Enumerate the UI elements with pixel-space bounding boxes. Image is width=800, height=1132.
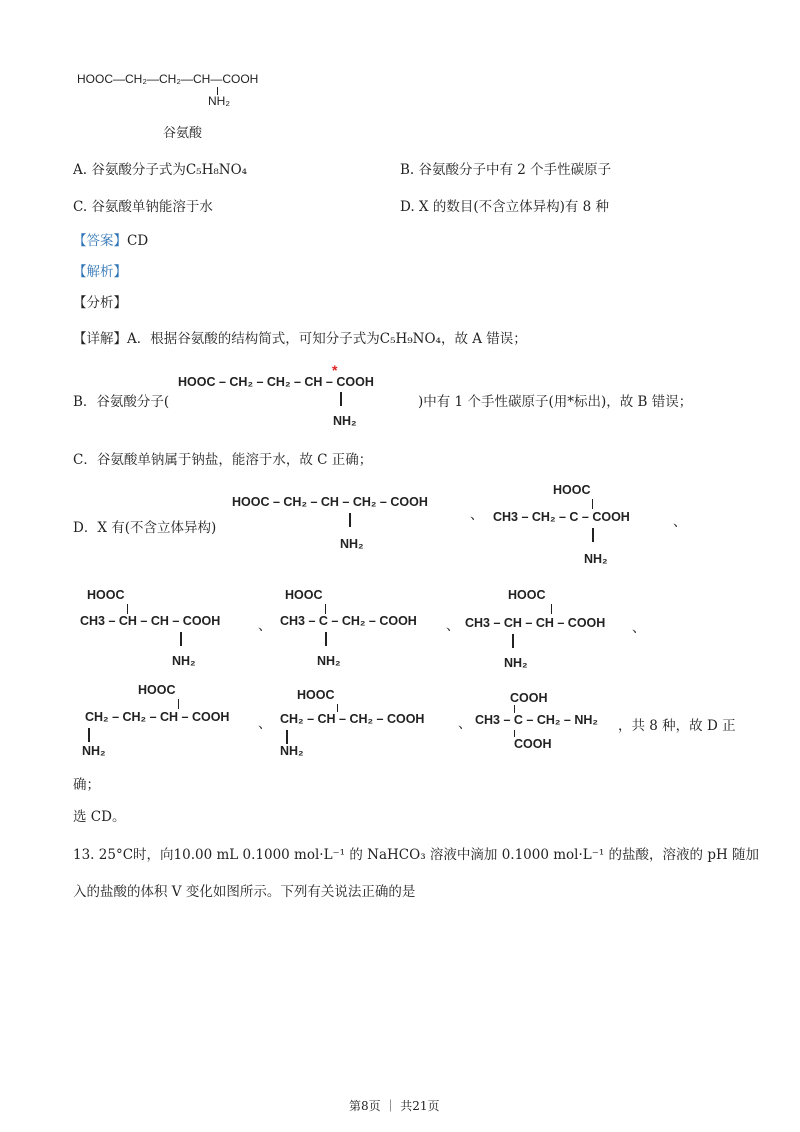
detail-b-structure: HOOC – CH₂ – CH₂ – CH – COOH: [178, 375, 374, 389]
bond-line: [592, 528, 594, 542]
option-d: D. X 的数目(不含立体异构)有 8 种: [400, 199, 610, 215]
jiexi-tag: 【解析】: [73, 264, 127, 280]
isomer-3: CH3 – CH – CH – COOH: [80, 614, 221, 628]
fenxi-tag: 【分析】: [73, 295, 127, 311]
isomer-8-top: COOH: [510, 691, 548, 705]
isomer-4-top: HOOC: [285, 588, 323, 602]
isomer-2-top: HOOC: [553, 483, 591, 497]
isomer-2: CH3 – CH₂ – C – COOH: [493, 510, 630, 524]
separator: 、: [446, 618, 460, 634]
glutamic-acid-formula: HOOC—CH₂—CH₂—CH—COOH: [77, 72, 259, 86]
detail-c: C．谷氨酸单钠属于钠盐，能溶于水，故 C 正确；: [73, 452, 373, 468]
bond-line: [349, 513, 351, 527]
separator: 、: [673, 514, 687, 530]
isomer-5-top: HOOC: [508, 588, 546, 602]
isomer-6-nh2: NH₂: [82, 744, 106, 758]
page-footer: 第8页 ｜ 共21页: [349, 1099, 440, 1113]
separator: 、: [258, 716, 272, 732]
bond-line: [551, 604, 552, 614]
bond-line: [286, 730, 288, 744]
chiral-star: *: [332, 362, 338, 378]
total-text: ，共 8 种，故 D 正: [618, 718, 736, 734]
isomer-4-nh2: NH₂: [317, 654, 341, 668]
isomer-1: HOOC – CH₂ – CH – CH₂ – COOH: [232, 495, 428, 509]
bond-line: [325, 604, 326, 614]
answer-value: CD: [127, 233, 149, 249]
separator: 、: [632, 620, 646, 636]
bond-line: [514, 730, 515, 737]
bond-line: [180, 632, 182, 646]
isomer-3-top: HOOC: [87, 588, 125, 602]
structure-caption: 谷氨酸: [163, 126, 203, 141]
bond-line: [340, 392, 342, 406]
answer-tag: 【答案】: [73, 233, 127, 249]
isomer-5: CH3 – CH – CH – COOH: [465, 616, 606, 630]
isomer-4: CH3 – C – CH₂ – COOH: [280, 614, 417, 628]
bond-line: [178, 699, 179, 709]
isomer-3-nh2: NH₂: [172, 654, 196, 668]
detail-d-prefix: D．X 有(不含立体异构): [73, 520, 217, 536]
isomer-7-nh2: NH₂: [280, 744, 304, 758]
isomer-2-nh2: NH₂: [584, 552, 608, 566]
option-a: A. 谷氨酸分子式为C₅H₈NO₄: [73, 162, 248, 178]
q13-line1: 13. 25°C时，向10.00 mL 0.1000 mol·L⁻¹ 的 NaHCO₃ 溶液中滴加 0.1000 mol·L⁻¹ 的盐酸，溶液的 pH 随加: [73, 847, 760, 863]
isomer-7: CH₂ – CH – CH₂ – COOH: [280, 712, 425, 726]
isomer-1-nh2: NH₂: [340, 537, 364, 551]
bond-line: [337, 704, 338, 712]
isomer-7-top: HOOC: [297, 688, 335, 702]
conclusion: 选 CD。: [73, 809, 126, 825]
nh2-label: NH₂: [208, 94, 230, 108]
bond-line: [512, 634, 514, 648]
isomer-6-top: HOOC: [138, 683, 176, 697]
q13-line2: 入的盐酸的体积 V 变化如图所示。下列有关说法正确的是: [73, 884, 416, 900]
bond-line: [592, 499, 593, 509]
answer-line: [73, 229, 148, 249]
option-b: B. 谷氨酸分子中有 2 个手性碳原子: [400, 162, 612, 178]
bond-line: [325, 632, 327, 646]
bond-line: [514, 705, 515, 713]
bond-line: [88, 728, 90, 742]
separator: 、: [470, 507, 484, 523]
isomer-5-nh2: NH₂: [504, 656, 528, 670]
detail-b-suffix: )中有 1 个手性碳原子(用*标出)，故 B 错误；: [418, 394, 693, 410]
separator: 、: [458, 716, 472, 732]
separator: 、: [258, 618, 272, 634]
isomer-8-bottom: COOH: [514, 737, 552, 751]
bond-line: [127, 604, 128, 614]
option-c: C. 谷氨酸单钠能溶于水: [73, 199, 213, 215]
isomer-8: CH3 – C – CH₂ – NH₂: [475, 713, 598, 727]
que-text: 确；: [73, 777, 100, 793]
detail-a: 【详解】A．根据谷氨酸的结构简式，可知分子式为C₅H₉NO₄，故 A 错误；: [73, 331, 527, 347]
detail-b-nh2: NH₂: [333, 414, 357, 428]
detail-b-prefix: B．谷氨酸分子(: [73, 394, 170, 410]
isomer-6: CH₂ – CH₂ – CH – COOH: [85, 710, 230, 724]
